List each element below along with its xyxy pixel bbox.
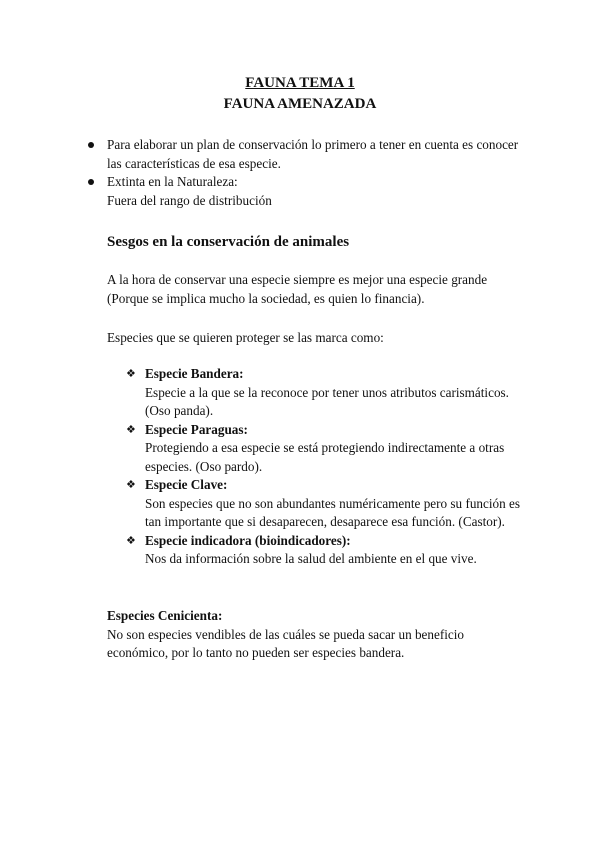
diamond-bullet-icon: ❖ xyxy=(126,368,136,380)
species-name: Especie Clave: xyxy=(145,477,228,492)
document-subtitle: FAUNA AMENAZADA xyxy=(223,96,377,112)
bullet-subtext: Fuera del rango de distribución xyxy=(107,192,272,208)
bullet-text: Extinta en la Naturaleza: xyxy=(107,174,238,189)
diamond-bullet-icon: ❖ xyxy=(126,479,136,491)
species-item xyxy=(126,365,526,421)
bullet-list xyxy=(88,136,528,210)
paragraph: Especies que se quieren proteger se las marca como: xyxy=(107,330,384,345)
species-list xyxy=(126,365,526,569)
cenicienta-heading: Especies Cenicienta: xyxy=(107,608,223,623)
bullet-dot-icon xyxy=(88,179,94,185)
bullet-text: Para elaborar un plan de conservación lo primero a tener en cuenta es conocer las características de esa especie. xyxy=(107,137,519,171)
species-description: Especie a la que se la reconoce por tener unos atributos carismáticos. (Oso panda). xyxy=(145,384,509,418)
species-item xyxy=(126,476,526,532)
species-name: Especie Bandera: xyxy=(145,366,244,381)
species-item xyxy=(126,421,526,477)
species-description: Son especies que no son abundantes numéricamente pero su función es tan importante que si desaparecen, desaparece esa función. (Castor). xyxy=(145,495,521,529)
cenicienta-section xyxy=(107,607,527,663)
species-name: Especie indicadora (bioindicadores): xyxy=(145,532,351,548)
section-heading: Sesgos en la conservación de animales xyxy=(107,234,350,250)
cenicienta-text: No son especies vendibles de las cuáles se pueda sacar un beneficio económico, por lo tanto no pueden ser especies bandera. xyxy=(107,626,465,660)
document-title: FAUNA TEMA 1 xyxy=(245,75,355,91)
paragraph: A la hora de conservar una especie siempre es mejor una especie grande (Porque se implica mucho la sociedad, es quien lo financia). xyxy=(107,272,488,306)
bullet-item xyxy=(88,173,528,210)
bullet-dot-icon xyxy=(88,142,94,148)
species-description: Protegiendo a esa especie se está protegiendo indirectamente a otras especies. (Oso pardo). xyxy=(145,440,505,474)
bullet-item xyxy=(88,136,528,173)
species-name: Especie Paraguas: xyxy=(145,421,248,437)
species-description: Nos da información sobre la salud del ambiente en el que vive. xyxy=(145,551,477,566)
diamond-bullet-icon: ❖ xyxy=(126,534,136,547)
diamond-bullet-icon: ❖ xyxy=(126,423,136,436)
species-item xyxy=(126,532,526,569)
